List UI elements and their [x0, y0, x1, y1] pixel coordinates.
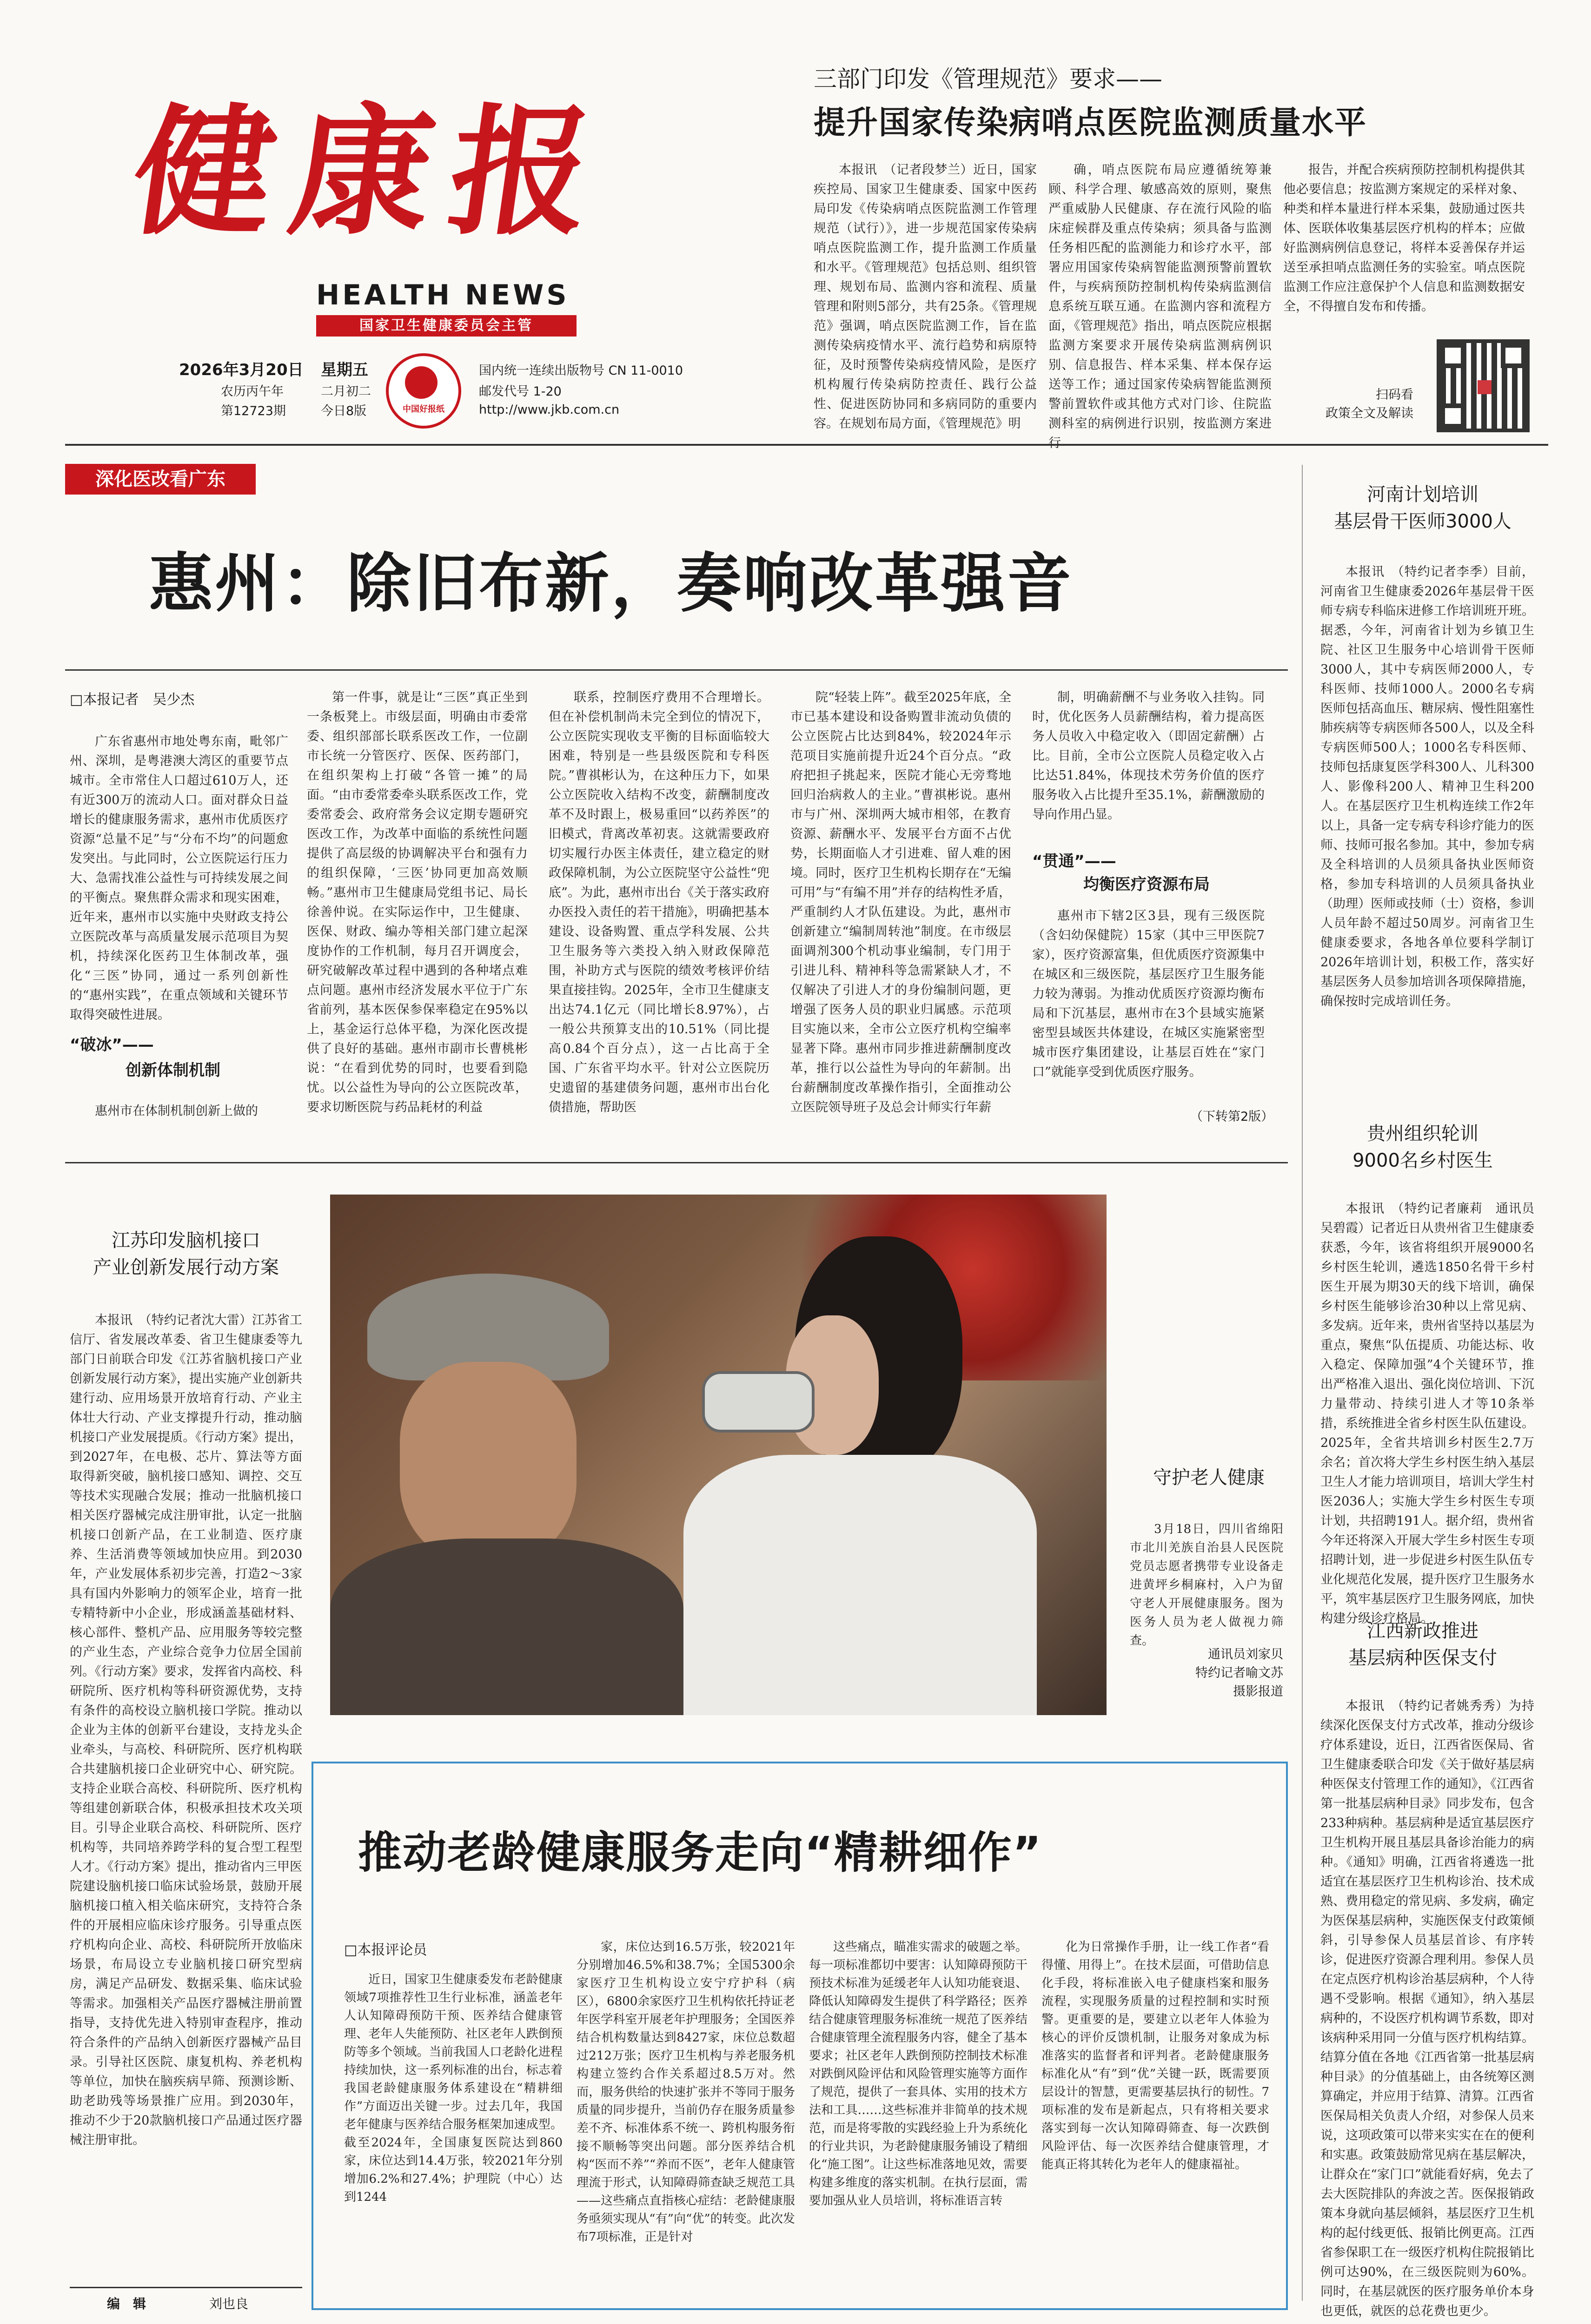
lead-col-2 — [1048, 160, 1272, 450]
main-col-3 — [549, 688, 769, 1122]
guizhou-headline-2: 9000名乡村医生 — [1352, 1150, 1493, 1171]
main-text-5b: 惠州市下辖2区3县，现有三级医院（含妇幼保健院）15家（其中三甲医院7家），医疗资源富集，但优质医疗资源集中在城区和三级医院，基层医疗卫生服务能力较为薄弱。为推动优质医疗资源均衡布局和下沉基层，惠州市在3个县域实施紧密型县域医共体建设，在城区实施紧密型城市医疗集团建设，让基层百姓在“家门口”就能享受到优质医疗服务。 — [1032, 909, 1265, 1079]
main-col-5b — [1032, 906, 1265, 1102]
cn-code: 国内统一连续出版物号 CN 11-0010 — [479, 363, 683, 378]
commentary-col-2 — [577, 1938, 795, 2296]
jiangsu-col — [70, 1311, 302, 2282]
jiangxi-headline — [1316, 1618, 1530, 1671]
main-text-5: 制，明确薪酬不与业务收入挂钩。同时，优化医务人员薪酬结构，着力提高医务人员收入中稳定收入（即固定薪酬）占比。目前，全市公立医院人员稳定收入占比达51.84%，体现技术劳务价值的医疗服务收入占比提升至35.1%，薪酬激励的导向作用凸显。 — [1032, 690, 1265, 822]
guizhou-headline-1: 贵州组织轮训 — [1367, 1123, 1478, 1144]
main-subhead-1b: 创新体制机制 — [126, 1061, 220, 1080]
lead-headline: 提升国家传染病哨点医院监测质量水平 — [814, 105, 1367, 141]
commentary-text-2: 家，床位达到16.5万张，较2021年分别增加46.5%和38.7%；全国5300余家医疗卫生机构设立安宁疗护科（病区），6800余家医疗卫生机构依托持证老年医学科室开展老年护理服务；全国医养结合机构数量达到8427家，床位总数超过212万张；医疗卫生机构与养老服务机构建立签约合作关系超过8.5万对。然而，服务供给的快速扩张并不等同于服务质量的同步提升，当前仍存在服务质量参差不齐、标准体系不统一、跨机构服务衔接不顺畅等突出问题。部分医养结合机构“医而不养”“养而不医”，老年人健康管理流于形式，认知障碍筛查缺乏规范工具——这些痛点直指核心症结：老龄健康服务亟须实现从“有”向“优”的转变。此次发布7项标准，正是针对 — [577, 1940, 795, 2244]
jiangxi-text: 本报讯 （特约记者姚秀秀）为持续深化医保支付方式改革，推动分级诊疗体系建设，近日，江西省医保局、省卫生健康委联合印发《关于做好基层病种医保支付管理工作的通知》，《江西省第一批基层病种目录》同步发布，包含233种病种。基层病种是适宜基层医疗卫生机构开展且基层具备诊治能力的病种。《通知》明确，江西省将遴选一批适宜在基层医疗卫生机构诊治、技术成熟、费用稳定的常见病、多发病，确定为医保基层病种，实施医保支付政策倾斜，引导参保人员基层首诊、有序转诊，促进医疗资源合理利用。参保人员在定点医疗机构诊治基层病种，个人待遇不受影响。根据《通知》，纳入基层病种的，不设医疗机构调节系数，即对该病种采用同一分值与医疗机构结算。结算分值在各地《江西省第一批基层病种目录》的分值基础上，由各统筹区测算确定，并应用于结算、清算。江西省医保局相关负责人介绍，对参保人员来说，这项政策可以带来实实在在的便利和实惠。政策鼓励常见病在基层解决，让群众在“家门口”就能看好病，免去了去大医院排队的奔波之苦。医保报销政策本身就向基层倾斜，基层医疗卫生机构的起付线更低、报销比例更高。江西省参保职工在一级医疗机构住院报销比例可达90%，在三级医院则为60%。同时，在基层就医的医疗服务单价本身也更低，就医的总花费也更少。 — [1320, 1699, 1534, 2318]
main-text-1-tail: 惠州市在体制机制创新上做的 — [95, 1104, 258, 1118]
photo-elder-face — [400, 1362, 577, 1562]
postal-code: 邮发代号 1-20 — [479, 384, 562, 399]
commentary-headline: 推动老龄健康服务走向“精耕细作” — [358, 1828, 1042, 1878]
issue-number: 第12723期 — [221, 404, 286, 418]
masthead-bottom-rule — [65, 444, 1548, 446]
lead-text-1: 本报讯 （记者段梦兰）近日，国家疾控局、国家卫生健康委、国家中医药局印发《传染病哨点医院监测工作管理规范（试行）》，进一步规范国家传染病哨点医院监测工作，提升监测工作质量和水平。《管理规范》包括总则、组织管理、规划布局、监测内容和流程、质量管理和附则5部分，共有25条。《管理规范》强调，哨点医院监测工作，旨在监测传染病疫情水平、流行趋势和病原特征，及时预警传染病疫情风险，是医疗机构履行传染病防控责任、践行公益性、促进医防协同和多病同防的重要内容。在规划布局方面，《管理规范》明 — [814, 163, 1037, 431]
seal-emblem — [386, 353, 461, 429]
masthead-sponsor-bar — [316, 315, 577, 337]
main-headline: 惠州：除旧布新，奏响改革强音 — [149, 546, 1074, 621]
main-bottom-rule — [65, 1162, 1288, 1163]
lead-kicker: 三部门印发《管理规范》要求—— — [814, 66, 1162, 92]
photo-vision-device — [702, 1371, 815, 1433]
page-count: 今日8版 — [321, 404, 367, 418]
masthead-english: HEALTH NEWS — [316, 279, 570, 311]
news-photo[interactable] — [330, 1195, 1107, 1715]
guizhou-headline — [1316, 1120, 1530, 1174]
issue-weekday: 星期五 — [321, 361, 368, 379]
commentary-text-1: 近日，国家卫生健康委发布老龄健康领域7项推荐性卫生行业标准，涵盖老年人认知障碍预防干预、医养结合健康管理、老年人失能预防、社区老年人跌倒预防等多个领域。当前我国人口老龄化进程持续加快，这一系列标准的出台，标志着我国老龄健康服务体系建设在“精耕细作”方面迈出关键一步。过去几年，我国老年健康与医养结合服务框架加速成型。截至2024年，全国康复医院达到860家，床位达到14.4万张，较2021年分别增加6.2%和27.4%；护理院（中心）达到1244 — [344, 1973, 563, 2204]
henan-headline-2: 基层骨干医师3000人 — [1334, 511, 1511, 532]
editor-name: 刘也良 — [209, 2296, 249, 2311]
photo-credit-1: 通讯员刘家贝 — [1208, 1647, 1283, 1662]
main-turn-line[interactable]: （下转第2版） — [1190, 1109, 1274, 1124]
photo-doctor-coat — [683, 1455, 1037, 1715]
main-text-2: 第一件事，就是让“三医”真正坐到一条板凳上。市级层面，明确由市委常委、组织部部长联系医改工作，一位副市长统一分管医疗、医保、医药部门，在组织架构上打破“各管一摊”的局面。“由市委常委牵头联系医改工作，党委常委会、政府常务会议定期专题研究医改工作，为改革中面临的系统性问题提供了高层级的协调解决平台和强有力的组织保障，‘三医’协同更加高效顺畅。”惠州市卫生健康局党组书记、局长徐善仲说。在实际运作中，卫生健康、医保、财政、编办等相关部门建立起深度协作的工作机制，每月召开调度会，研究破解改革过程中遇到的各种堵点难点问题。惠州市经济发展水平位于广东省前列，基本医保参保率稳定在95%以上，基金运行总体平稳，为深化医改提供了良好的基础。惠州市副市长曹桃彬说：“在看到优势的同时，也要看到隐忧。以公益性为导向的公立医院改革，要求切断医院与药品耗材的利益 — [307, 690, 528, 1115]
qr-caption-block — [1274, 386, 1413, 423]
main-subhead-2a: “贯通”—— — [1032, 852, 1116, 871]
lead-text-2: 确，哨点医院布局应遵循统筹兼顾、科学合理、敏感高效的原则，聚焦严重威胁人民健康、存在流行风险的临床症候群及重点传染病；须具备与监测任务相匹配的监测能力和诊疗水平，部署应用国家传染病智能监测预警前置软件，与疾病预防控制机构传染病监测信息系统互联互通。在监测内容和流程方面，《管理规范》指出，哨点医院应根据监测方案要求开展传染病监测病例识别、信息报告、样本采集、样本保存运送等工作；通过国家传染病智能监测预警前置软件或其他方式对门诊、住院监测科室的病例进行识别，按监测方案进行 — [1048, 163, 1272, 450]
editor-label: 编 辑 — [107, 2296, 146, 2311]
masthead — [0, 0, 790, 446]
henan-col — [1320, 562, 1534, 1092]
henan-text: 本报讯 （特约记者李季）目前，河南省卫生健康委2026年基层骨干医师专病专科临床进修工作培训班开班。据悉，今年，河南省计划为乡镇卫生院、社区卫生服务中心培训骨干医师3000人，其中专病医师2000人，专科医师、技师1000人。2000名专病医师包括高血压、糖尿病、慢性阻塞性肺疾病等专病医师各500人，以及全科专病医师500人；1000名专科医师、技师包括康复医学科300人、儿科300人、影像科200人、精神卫生科200人。在基层医疗卫生机构连续工作2年以上，具备一定专病专科诊疗能力的医师、技师可报名参加。其中，参加专病及全科培训的人员须具备执业医师资格，参加专科培训的人员须具备执业（助理）医师或技师（士）资格，参训人员年龄不超过50周岁。河南省卫生健康委要求，各地各单位要科学制订2026年培训计划，积极工作，落实好基层医务人员参加培训各项保障措施，确保按时完成培训任务。 — [1320, 565, 1534, 1009]
main-subhead-1a: “破冰”—— — [70, 1036, 154, 1054]
commentary-byline: □本报评论员 — [344, 1942, 427, 1958]
henan-headline — [1316, 481, 1530, 535]
right-sidebar-divider — [1302, 465, 1303, 2301]
commentary-text-3: 这些痛点，瞄准实需求的破题之举。每一项标准都切中要害：认知障碍预防干预技术标准为延缓老年人认知功能衰退、降低认知障碍发生提供了科学路径；医养结合健康管理服务标准统一规范了医养结合健康管理全流程服务内容，健全了基本要求；社区老年人跌倒预防控制技术标准对跌倒风险评估和风险管理实施等方面作了规范，提供了一套具体、实用的技术方法和工具……这些标准并非简单的技术规范，而是将零散的实践经验上升为系统化的行业共识，为老龄健康服务铺设了精细化“施工图”。让这些标准落地见效，需要构建多维度的落实机制。在执行层面，需要加强从业人员培训，将标准语言转 — [809, 1940, 1028, 2208]
main-col-1-tail — [70, 1102, 288, 1125]
photo-credit-2: 特约记者喻文苏 — [1195, 1666, 1283, 1680]
masthead-logo: 健康报 — [123, 90, 621, 254]
photo-caption: 3月18日，四川省绵阳市北川羌族自治县人民医院党员志愿者携带专业设备走进黄坪乡桐麻村，入户为留守老人开展健康服务。图为医务人员为老人做视力筛查。 — [1130, 1522, 1283, 1648]
henan-headline-1: 河南计划培训 — [1367, 484, 1478, 505]
jiangxi-headline-1: 江西新政推进 — [1367, 1620, 1478, 1642]
seal-inner-icon — [405, 366, 438, 399]
photo-headline: 守护老人健康 — [1153, 1467, 1265, 1488]
main-subhead-2b: 均衡医疗资源布局 — [1083, 875, 1210, 894]
section-tag-label: 深化医改看广东 — [95, 469, 225, 490]
section-tag — [65, 464, 256, 495]
photo-credit-3: 摄影报道 — [1233, 1684, 1283, 1699]
jiangsu-headline-2: 产业创新发展行动方案 — [93, 1257, 279, 1278]
seal-text: 中国好报纸 — [403, 404, 444, 414]
masthead-sponsor: 国家卫生健康委员会主管 — [359, 317, 533, 334]
main-text-3: 联系，控制医疗费用不合理增长。但在补偿机制尚未完全到位的情况下，公立医院实现收支平衡的目标面临较大困难，特别是一些县级医院和专科医院。”曹祺彬认为，在这种压力下，如果公立医院收入结构不改变，薪酬制度改革不及时跟上，极易重回“以药养医”的旧模式，背离改革初衷。这就需要政府切实履行办医主体责任，建立稳定的财政保障机制，为公立医院坚守公益性“兜底”。为此，惠州市出台《关于落实政府办医投入责任的若干措施》，明确把基本建设、设备购置、重点学科发展、公共卫生服务等六类投入纳入财政保障范围，补助方式与医院的绩效考核评价结果直接挂钩。2025年，全市卫生健康支出达74.1亿元（同比增长8.97%），占一般公共预算支出的10.51%（同比提高0.84个百分点），这一占比高于全国、广东省平均水平。针对公立医院历史遗留的基建债务问题，惠州市出台化债措施，帮助医 — [549, 690, 769, 1115]
editor-credit — [70, 2287, 302, 2314]
main-text-4: 院“轻装上阵”。截至2025年底，全市已基本建设和设备购置非流动负债的公立医院占比达到84%，较2024年示范项目实施前提升近24个百分点。“政府把担子挑起来，医院才能心无旁骛地回归治病救人的主业。”曹祺彬说。惠州市与广州、深圳两大城市相邻，在教育资源、薪酬水平、发展平台方面不占优势，长期面临人才引进难、留人难的困境。同时，医疗卫生机构长期存在“无编可用”与“有编不用”并存的结构性矛盾，严重制约人才队伍建设。为此，惠州市创新建立“编制周转池”制度。在市级层面调剂300个机动事业编制，专门用于引进儿科、精神科等急需紧缺人才，不仅解决了引进人才的身份编制问题，更增强了医务人员的职业归属感。示范项目实施以来，全市公立医疗机构空编率显著下降。惠州市同步推进薪酬制度改革，推行以公益性为导向的年薪制。出台薪酬制度改革操作指引，全面推动公立医院领导班子及总会计师实行年薪 — [790, 690, 1011, 1115]
jiangsu-text: 本报讯 （特约记者沈大雷）江苏省工信厅、省发展改革委、省卫生健康委等九部门日前联合印发《江苏省脑机接口产业创新发展行动方案》，提出实施产业创新共建行动、应用场景开放培育行动、产业主体壮大行动、产业支撑提升行动，推动脑机接口产业发展提质。《行动方案》提出，到2027年，在电极、芯片、算法等方面取得新突破，脑机接口感知、调控、交互等技术实现融合发展；推动一批脑机接口相关医疗器械完成注册审批，认定一批脑机接口创新产品，在工业制造、医疗康养、生活消费等领域加快应用。到2030年，产业发展体系初步完善，打造2～3家具有国内外影响力的领军企业，培育一批专精特新中小企业，形成涵盖基础材料、核心部件、整机产品、应用服务等较完整的产业生态，产业综合竞争力位居全国前列。《行动方案》要求，发挥省内高校、科研院所、医疗机构等科研资源优势，支持有条件的高校设立脑机接口学院。推动以企业为主体的创新平台建设，支持龙头企业牵头，与高校、科研院所、医疗机构联合共建脑机接口企业研究中心、研究院。支持企业联合高校、科研院所、医疗机构等组建创新联合体，积极承担技术攻关项目。引导企业联合高校、科研院所、医疗机构等，共同培养跨学科的复合型工程型人才。《行动方案》提出，推动省内三甲医院建设脑机接口临床试验场景，鼓励开展脑机接口植入相关临床研究，支持符合条件的开展相应临床诊疗服务。引导重点医疗机构向企业、高校、科研院所开放临床场景，布局设立专业脑机接口研究型病房，满足产品研发、数据采集、临床试验等需求。加强相关产品医疗器械注册前置指导，支持优先进入特别审查程序，推动符合条件的产品纳入创新医疗器械产品目录。引导社区医院、康复机构、养老机构等单位，加快在脑疾病早筛、预测诊断、助老助残等场景推广应用。到2030年，推动不少于20款脑机接口产品通过医疗器械注册审批。 — [70, 1313, 302, 2147]
jiangxi-col — [1320, 1697, 1534, 2318]
lead-col-3 — [1283, 160, 1525, 314]
guizhou-text: 本报讯 （特约记者廉莉 通讯员吴碧霞）记者近日从贵州省卫生健康委获悉，今年，该省将组织开展9000名乡村医生轮训，遴选1850名骨干乡村医生开展为期30天的线下培训，确保乡村医生能够诊治30种以上常见病、多发病。近年来，贵州省坚持以基层为重点，聚焦“队伍提质、功能达标、收入稳定、保障加强”4个关键环节，推出严格准入退出、强化岗位培训、下沉力量带动、持续引进人才等10条举措，系统推进全省乡村医生队伍建设。2025年，全省共培训乡村医生2.7万余名；首次将大学生乡村医生纳入基层卫生人才能力培训项目，培训大学生村医2036人；实施大学生乡村医生专项计划，共招聘191人。据介绍，贵州省今年还将深入开展大学生乡村医生专项招聘计划，进一步促进乡村医生队伍专业化规范化发展，提升医疗卫生服务水平，筑牢基层医疗卫生服务网底，加快构建分级诊疗格局。 — [1320, 1202, 1534, 1626]
qr-code-icon[interactable] — [1437, 339, 1530, 432]
main-headline-rule — [65, 669, 1288, 671]
photo-caption-block — [1130, 1520, 1283, 1648]
lead-text-3: 报告，并配合疾病预防控制机构提供其他必要信息；按监测方案规定的采样对象、种类和样本量进行样本采集，鼓励通过医共体、医联体收集基层医疗机构的样本；应做好监测病例信息登记，将样本妥善保存并运送至承担哨点监测任务的实验室。哨点医院监测工作应注意保护个人信息和监测数据安全，不得擅自发布和传播。 — [1283, 163, 1525, 314]
commentary-col-1 — [344, 1971, 563, 2296]
main-col-4 — [790, 688, 1011, 1122]
qr-caption-1: 扫码看 — [1376, 388, 1413, 402]
jiangxi-headline-2: 基层病种医保支付 — [1348, 1647, 1497, 1669]
lead-col-1 — [814, 160, 1037, 435]
main-col-1 — [70, 732, 288, 1022]
main-col-2 — [307, 688, 528, 1122]
guizhou-col — [1320, 1199, 1534, 1626]
website[interactable]: http://www.jkb.com.cn — [479, 403, 620, 417]
main-col-5 — [1032, 688, 1265, 827]
photo-credit-block — [1130, 1645, 1283, 1701]
commentary-text-4: 化为日常操作手册，让一线工作者“看得懂、用得上”。在技术层面，可借助信息化手段，将标准嵌入电子健康档案和服务流程，实现服务质量的过程控制和实时预警。更重要的是，要建立以老年人体验为核心的评价反馈机制，让服务对象成为标准落实的监督者和评判者。老龄健康服务标准化从“有”到“优”关键一跃，既需要顶层设计的智慧，更需要基层执行的韧性。7项标准的发布是新起点，只有将相关要求落实到每一次认知障碍筛查、每一次跌倒风险评估、每一次医养结合健康管理，才能真正将其转化为老年人的健康福祉。 — [1041, 1940, 1269, 2172]
lunar-year: 农历丙午年 — [221, 384, 284, 399]
jiangsu-headline-1: 江苏印发脑机接口 — [112, 1230, 260, 1251]
main-text-1: 广东省惠州市地处粤东南，毗邻广州、深圳，是粤港澳大湾区的重要节点城市。全市常住人口超过610万人，还有近300万的流动人口。面对群众日益增长的健康服务需求，惠州市优质医疗资源“总量不足”与“分布不均”的问题愈发突出。与此同时，公立医院运行压力大、急需找准公益性与可持续发展之间的平衡点。聚焦群众需求和现实困难，近年来，惠州市以实施中央财政支持公立医院改革与高质量发展示范项目为契机，持续深化医药卫生体制改革，强化“三医”协同，通过一系列创新性的“惠州实践”，在重点领域和关键环节取得突破性进展。 — [70, 734, 288, 1022]
jiangsu-headline — [65, 1227, 307, 1281]
qr-caption-2: 政策全文及解读 — [1326, 406, 1413, 421]
commentary-col-3 — [809, 1938, 1028, 2296]
photo-elder-coat — [330, 1538, 683, 1715]
issue-date: 2026年3月20日 — [179, 361, 304, 379]
lunar-day: 二月初二 — [321, 384, 371, 399]
main-byline: □本报记者 吴少杰 — [70, 692, 195, 708]
commentary-col-4 — [1041, 1938, 1269, 2296]
